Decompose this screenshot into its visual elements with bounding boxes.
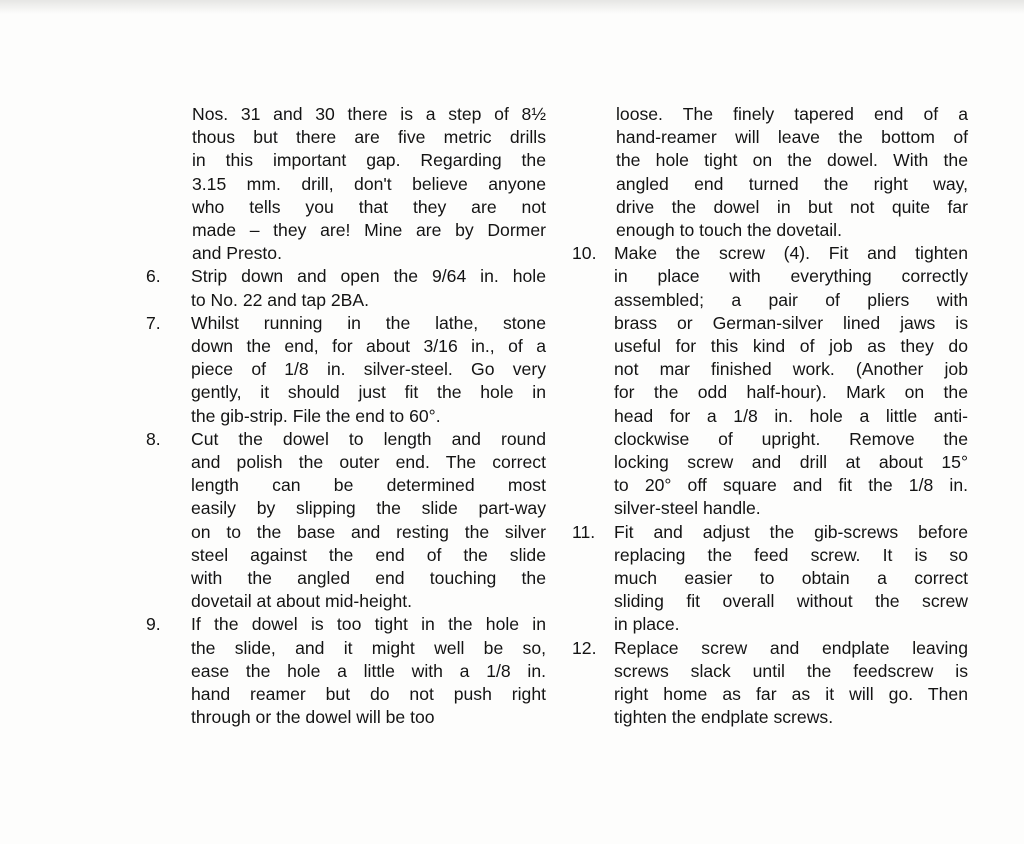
text-line: easily by slipping the slide part-way bbox=[191, 498, 546, 519]
text-line: steel against the end of the slide bbox=[191, 544, 546, 565]
text-line: dovetail at about mid-height. bbox=[191, 591, 413, 612]
text-line: for the odd half-hour). Mark on the bbox=[614, 382, 968, 403]
text-line: loose. The finely tapered end of a bbox=[616, 104, 968, 124]
text-line: right home as far as it will go. Then bbox=[614, 684, 968, 705]
text-line: locking screw and drill at about 15° bbox=[614, 452, 968, 473]
text-line: not mar finished work. (Another job bbox=[614, 359, 968, 380]
text-line: useful for this kind of job as they do bbox=[614, 336, 968, 357]
text-line: Nos. 31 and 30 there is a step of 8½ bbox=[192, 104, 546, 124]
text-line: and polish the outer end. The correct bbox=[191, 452, 546, 473]
item-number: 7. bbox=[146, 312, 161, 333]
list-item bbox=[572, 242, 968, 520]
text-line: brass or German-silver lined jaws is bbox=[614, 312, 968, 333]
text-line: in place with everything correctly bbox=[614, 266, 968, 287]
text-line: If the dowel is too tight in the hole in bbox=[191, 614, 546, 635]
text-line: piece of 1/8 in. silver-steel. Go very bbox=[191, 359, 546, 380]
text-line: through or the dowel will be too bbox=[191, 707, 435, 728]
text-line: screws slack until the feedscrew is bbox=[614, 660, 968, 681]
list-item bbox=[146, 265, 546, 311]
list-item bbox=[572, 521, 968, 637]
item-number: 8. bbox=[146, 428, 161, 449]
list-item bbox=[146, 312, 546, 428]
list-item bbox=[146, 428, 546, 614]
text-line: angled end turned the right way, bbox=[616, 173, 968, 194]
text-line: sliding fit overall without the screw bbox=[614, 591, 968, 612]
text-line: and Presto. bbox=[192, 243, 282, 264]
text-line: thous but there are five metric drills bbox=[192, 127, 546, 148]
text-line: the slide, and it might well be so, bbox=[191, 637, 546, 658]
text-line: length can be determined most bbox=[191, 475, 546, 496]
intro-paragraph bbox=[146, 103, 546, 265]
text-line: enough to touch the dovetail. bbox=[616, 220, 842, 241]
text-line: assembled; a pair of pliers with bbox=[614, 289, 968, 310]
text-line: silver-steel handle. bbox=[614, 498, 761, 519]
left-column bbox=[146, 103, 546, 729]
text-line: in place. bbox=[614, 614, 680, 635]
list-item bbox=[572, 637, 968, 730]
text-line: Cut the dowel to length and round bbox=[191, 428, 546, 449]
text-line: down the end, for about 3/16 in., of a bbox=[191, 336, 546, 357]
item-number: 12. bbox=[572, 637, 597, 658]
list-item bbox=[146, 613, 546, 729]
text-line: tighten the endplate screws. bbox=[614, 707, 834, 728]
text-line: replacing the feed screw. It is so bbox=[614, 544, 968, 565]
text-line: hand-reamer will leave the bottom of bbox=[616, 127, 968, 148]
text-line: to No. 22 and tap 2BA. bbox=[191, 289, 370, 310]
text-line: Whilst running in the lathe, stone bbox=[191, 312, 546, 333]
text-line: drive the dowel in but not quite far bbox=[616, 196, 968, 217]
item-number: 9. bbox=[146, 614, 161, 635]
text-line: on to the base and resting the silver bbox=[191, 521, 546, 542]
text-line: the gib-strip. File the end to 60°. bbox=[191, 405, 441, 426]
text-line: hand reamer but do not push right bbox=[191, 684, 546, 705]
scan-top-edge bbox=[0, 0, 1024, 14]
text-line: Make the screw (4). Fit and tighten bbox=[614, 243, 968, 264]
text-line: the hole tight on the dowel. With the bbox=[616, 150, 968, 171]
text-line: to 20° off square and fit the 1/8 in. bbox=[614, 475, 968, 496]
text-line: with the angled end touching the bbox=[191, 568, 546, 589]
text-line: Strip down and open the 9/64 in. hole bbox=[191, 266, 546, 287]
item-number: 11. bbox=[572, 521, 596, 542]
item-number: 10. bbox=[572, 243, 597, 264]
text-line: made – they are! Mine are by Dormer bbox=[192, 220, 546, 241]
text-line: Replace screw and endplate leaving bbox=[614, 637, 968, 658]
text-line: gently, it should just fit the hole in bbox=[191, 382, 546, 403]
intro-paragraph bbox=[572, 103, 968, 242]
right-column bbox=[572, 103, 968, 729]
text-line: in this important gap. Regarding the bbox=[192, 150, 546, 171]
text-line: who tells you that they are not bbox=[192, 196, 546, 217]
text-line: 3.15 mm. drill, don't believe anyone bbox=[192, 173, 546, 194]
item-number: 6. bbox=[146, 266, 161, 287]
text-line: head for a 1/8 in. hole a little anti- bbox=[614, 405, 968, 426]
text-line: ease the hole a little with a 1/8 in. bbox=[191, 660, 546, 681]
text-line: clockwise of upright. Remove the bbox=[614, 428, 968, 449]
text-line: much easier to obtain a correct bbox=[614, 568, 968, 589]
text-line: Fit and adjust the gib-screws before bbox=[614, 521, 968, 542]
